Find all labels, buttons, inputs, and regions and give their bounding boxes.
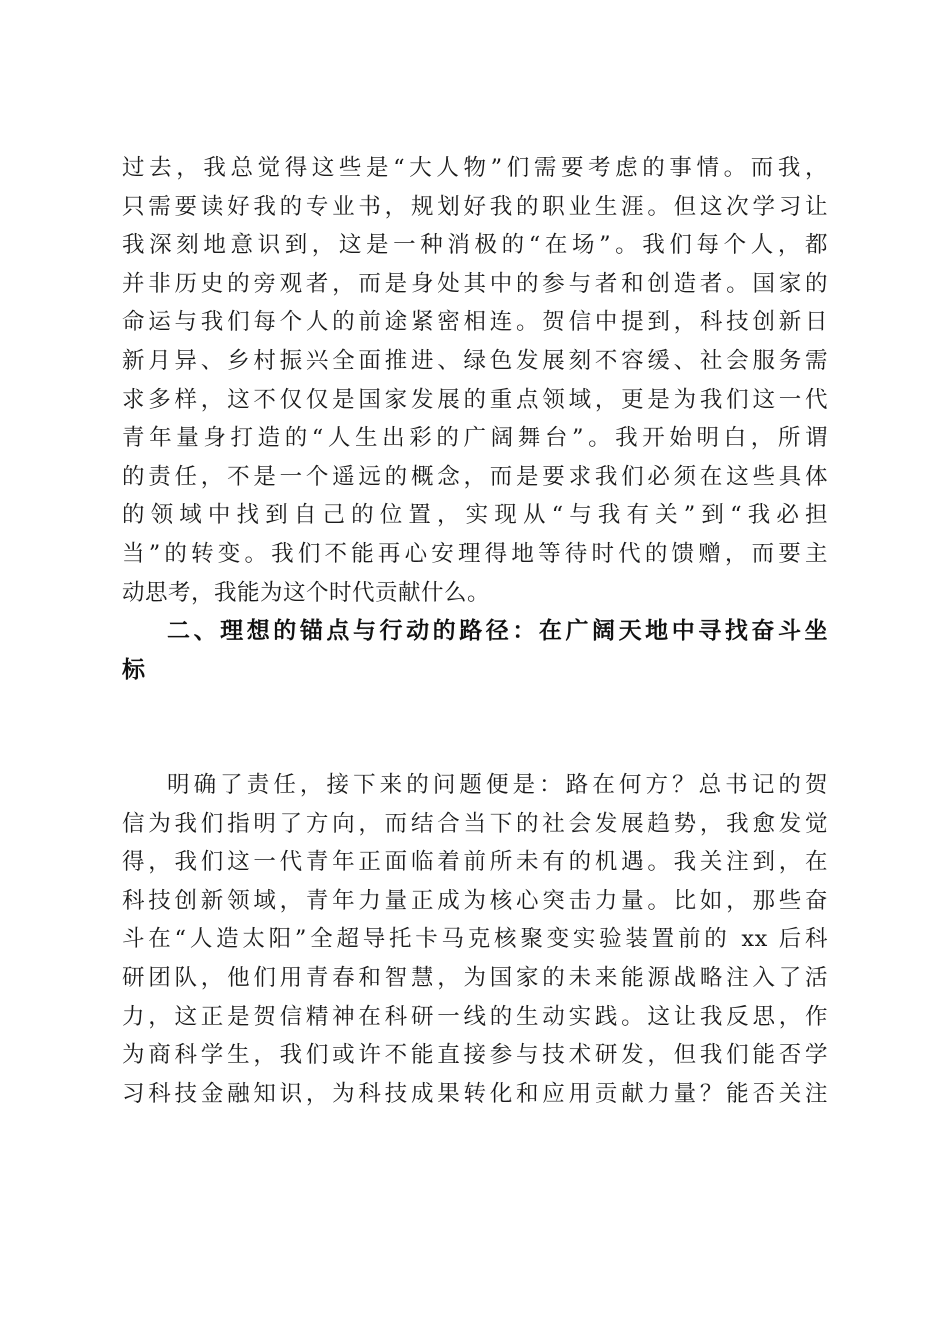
paragraph-line: 斗在“人造太阳”全超导托卡马克核聚变实验装置前的 xx 后科 (122, 926, 828, 953)
section-heading (122, 612, 828, 689)
paragraph-line: 科技创新领域，青年力量正成为核心突击力量。比如，那些奋 (122, 887, 828, 914)
paragraph-opportunity (122, 766, 828, 1113)
paragraph-line: 的责任，不是一个遥远的概念，而是要求我们必须在这些具体 (122, 463, 828, 490)
paragraph-line: 只需要读好我的专业书，规划好我的职业生涯。但这次学习让 (122, 193, 828, 220)
paragraph-line: 力，这正是贺信精神在科研一线的生动实践。这让我反思，作 (122, 1003, 828, 1030)
paragraph-line: 过去，我总觉得这些是“大人物”们需要考虑的事情。而我， (122, 155, 828, 181)
paragraph-line: 的领域中找到自己的位置，实现从“与我有关”到“我必担 (122, 502, 828, 529)
paragraph-line: 我深刻地意识到，这是一种消极的“在场”。我们每个人，都 (122, 232, 828, 259)
paragraph-responsibility (122, 149, 828, 612)
heading-line: 标 (122, 656, 146, 683)
paragraph-line: 明确了责任，接下来的问题便是：路在何方？总书记的贺 (167, 772, 828, 798)
paragraph-line: 当”的转变。我们不能再心安理得地等待时代的馈赠，而要主 (122, 540, 828, 567)
paragraph-line: 动思考，我能为这个时代贡献什么。 (122, 579, 491, 606)
paragraph-line: 得，我们这一代青年正面临着前所未有的机遇。我关注到，在 (122, 849, 828, 876)
paragraph-line: 命运与我们每个人的前途紧密相连。贺信中提到，科技创新日 (122, 309, 828, 336)
paragraph-line: 新月异、乡村振兴全面推进、绿色发展刻不容缓、社会服务需 (122, 347, 828, 374)
paragraph-line: 研团队，他们用青春和智慧，为国家的未来能源战略注入了活 (122, 964, 828, 991)
paragraph-line: 青年量身打造的“人生出彩的广阔舞台”。我开始明白，所谓 (122, 425, 828, 452)
heading-line: 二、理想的锚点与行动的路径：在广阔天地中寻找奋斗坐 (167, 618, 828, 644)
paragraph-line: 信为我们指明了方向，而结合当下的社会发展趋势，我愈发觉 (122, 810, 828, 837)
paragraph-line: 习科技金融知识，为科技成果转化和应用贡献力量？能否关注 (122, 1080, 828, 1107)
paragraph-line: 并非历史的旁观者，而是身处其中的参与者和创造者。国家的 (122, 270, 828, 297)
paragraph-line: 求多样，这不仅仅是国家发展的重点领域，更是为我们这一代 (122, 386, 828, 413)
paragraph-line: 为商科学生，我们或许不能直接参与技术研发，但我们能否学 (122, 1042, 828, 1069)
